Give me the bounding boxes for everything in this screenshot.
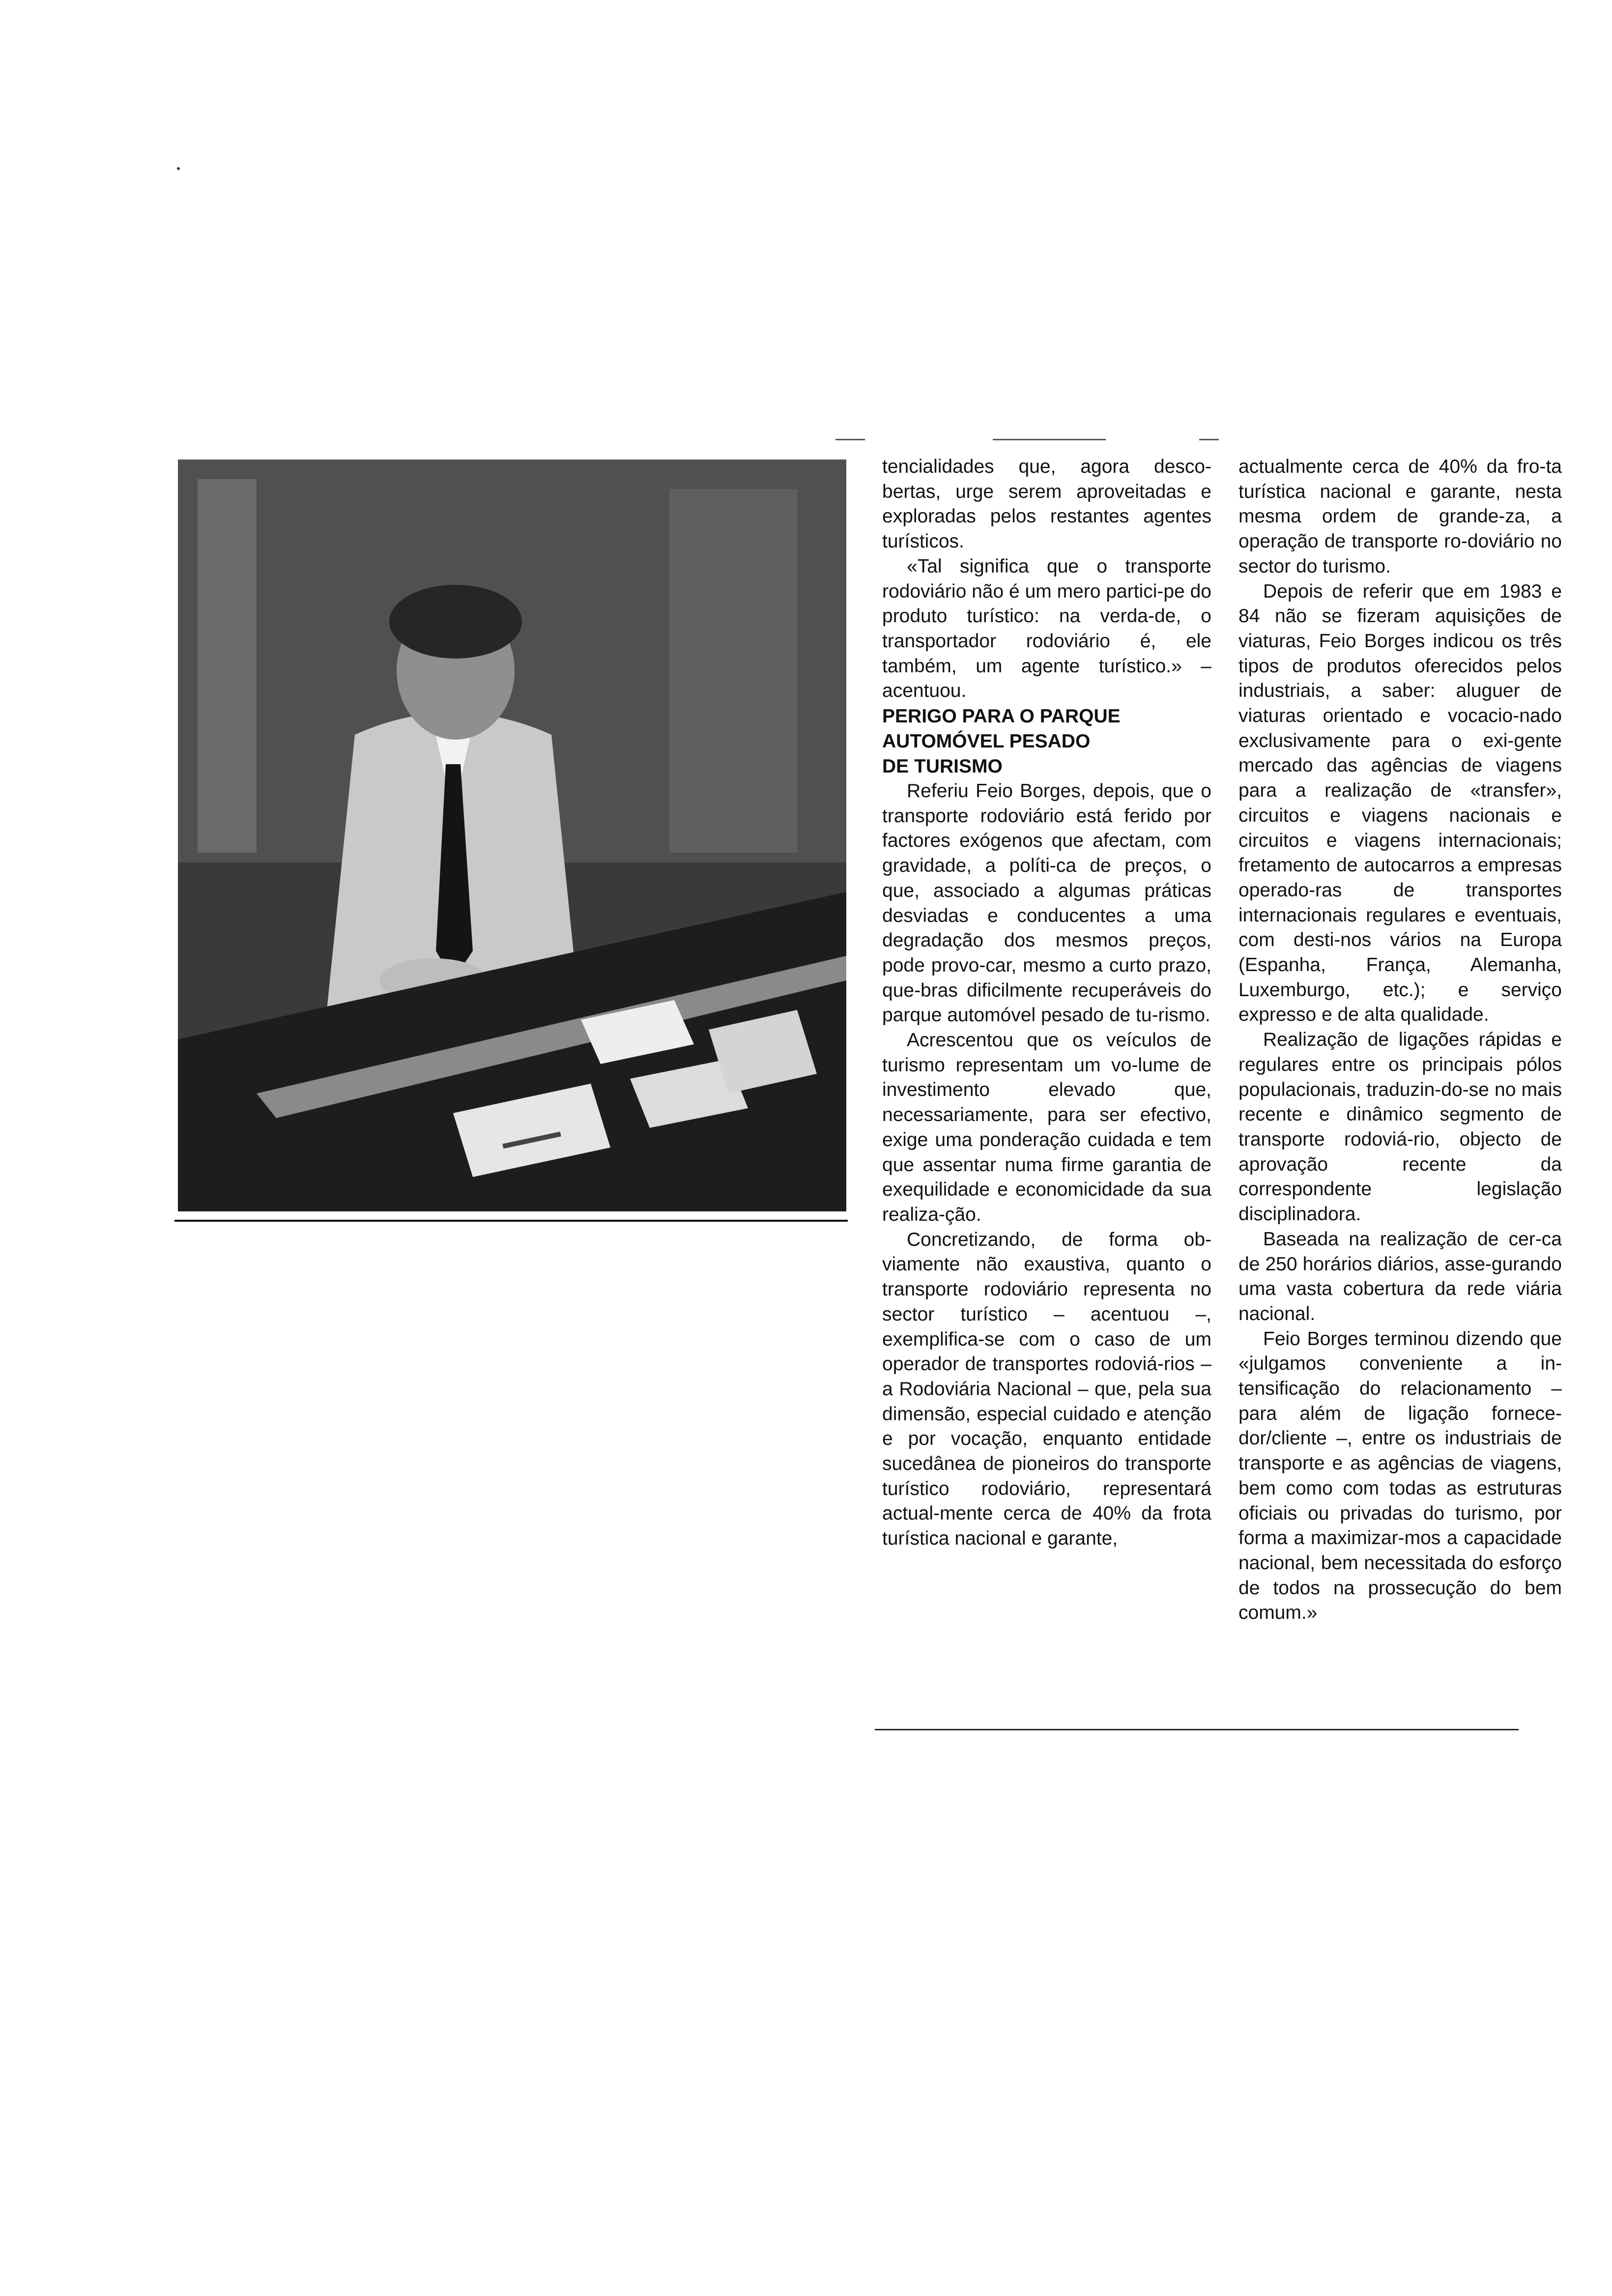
text-column-2 [1238, 455, 1562, 1626]
section-heading [882, 704, 1211, 779]
paragraph: Realização de ligações rápidas e regulares entre os principais pólos populacionais, traduzin-do-se no mais recente e dinâmico segmento de transporte rodoviá-rio, objecto de aprovação recente da correspondente legislação disciplinadora. [1238, 1029, 1562, 1225]
paragraph: «Tal significa que o transporte rodoviário não é um mero partici-pe do produto turístico: na verda-de, o transportador rodoviário é, ele também, um agente turístico.» – acentuou. [882, 555, 1211, 702]
scan-mark [1199, 439, 1219, 440]
article-end-rule [875, 1729, 1519, 1730]
photo-illustration [178, 459, 846, 1211]
paragraph: Baseada na realização de cer-ca de 250 horários diários, asse-gurando uma vasta cobertura da rede viária nacional. [1238, 1228, 1562, 1324]
photo-rule [174, 1220, 848, 1222]
paragraph: Depois de referir que em 1983 e 84 não se fizeram aquisições de viaturas, Feio Borges indicou os três tipos de produtos oferecidos pelos industriais, a saber: aluguer de viaturas orientado e vocacio-nado exclusivamente para o exi-gente mercado das agências de viagens para a realização de «transfer», circuitos e viagens nacionais e circuitos e viagens internacionais; fretamento de autocarros a empresas operado-ras de transportes internacionais regulares e eventuais, com desti-nos vários na Europa (Espanha, França, Alemanha, Luxemburgo, etc.); e serviço expresso e de alta qualidade. [1238, 580, 1562, 1026]
paragraph: Acrescentou que os veículos de turismo representam um vo-lume de investimento elevado que, necessariamente, para ser efectivo, exige uma ponderação cuidada e tem que assentar numa firme garantia de exequilidade e economicidade da sua realiza-ção. [882, 1030, 1211, 1225]
speck [177, 167, 180, 170]
paragraph: tencialidades que, agora desco-bertas, urge serem aproveitadas e exploradas pelos restantes agentes turísticos. [882, 456, 1211, 552]
heading-line: AUTOMÓVEL PESADO [882, 731, 1091, 752]
paragraph: Referiu Feio Borges, depois, que o transporte rodoviário está ferido por factores exógenos que afectam, com gravidade, a políti-ca de preços, o que, associado a algumas práticas desviadas e conducentes a uma degradação dos mesmos preços, pode provo-car, mesmo a curto prazo, que-bras dificilmente recuperáveis do parque automóvel pesado de tu-rismo. [882, 780, 1211, 1026]
scan-mark [835, 439, 865, 440]
news-photo [178, 459, 846, 1211]
paragraph: actualmente cerca de 40% da fro-ta turística nacional e garante, nesta mesma ordem de grande-za, a operação de transporte ro-doviário no sector do turismo. [1238, 456, 1562, 577]
paragraph: Concretizando, de forma ob-viamente não exaustiva, quanto o transporte rodoviário representa no sector turístico – acentuou –, exemplifica-se com o caso de um operador de transportes rodoviá-rios – a Rodoviária Nacional – que, pela sua dimensão, especial cuidado e atenção e por vocação, enquanto entidade sucedânea de pioneiros do transporte turístico rodoviário, representará actual-mente cerca de 40% da frota turística nacional e garante, [882, 1229, 1211, 1550]
scan-mark [993, 439, 1106, 440]
heading-line: PERIGO PARA O PARQUE [882, 706, 1121, 727]
text-column-1 [882, 455, 1211, 1551]
heading-line: DE TURISMO [882, 756, 1003, 777]
paragraph: Feio Borges terminou dizendo que «julgamos conveniente a in-tensificação do relacionamento – para além de ligação fornece-dor/cliente –, entre os industriais de transporte e as agências de viagens, bem como com todas as estruturas oficiais ou privadas do turismo, por forma a maximizar-mos a capacidade nacional, bem necessitada do esforço de todos na prossecução do bem comum.» [1238, 1328, 1562, 1624]
